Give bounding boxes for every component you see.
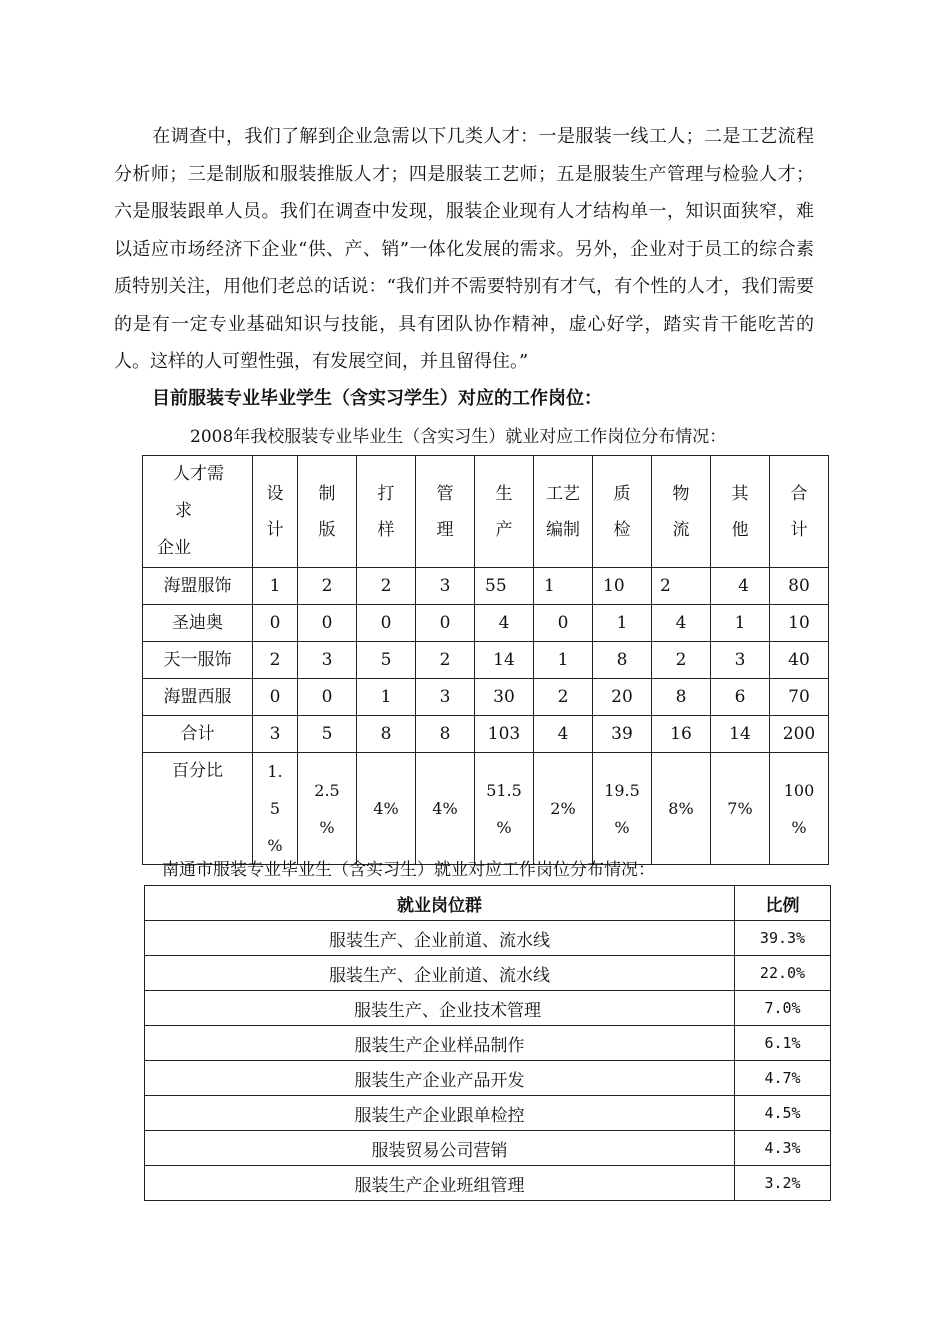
cell: 1 — [711, 605, 770, 642]
company-name: 天一服饰 — [143, 642, 253, 679]
cell: 2% — [534, 753, 593, 865]
cell: 200 — [770, 716, 829, 753]
school-employment-table — [142, 455, 829, 865]
cell: 103 — [475, 716, 534, 753]
cell: 2 — [298, 568, 357, 605]
cell: 8 — [416, 716, 475, 753]
cell: 2 — [416, 642, 475, 679]
cell: 7% — [711, 753, 770, 865]
cell: 1 — [253, 568, 298, 605]
table-row — [145, 921, 831, 956]
table2-caption: 南通市服装专业毕业生（含实习生）就业对应工作岗位分布情况： — [162, 860, 655, 880]
cell: 3 — [298, 642, 357, 679]
cell: 3 — [416, 679, 475, 716]
cell: 14 — [475, 642, 534, 679]
cell: 0 — [253, 605, 298, 642]
cell: 5 — [357, 642, 416, 679]
corner-label-demand-2: 求 — [175, 501, 192, 521]
position-cell: 服装生产企业样品制作 — [145, 1026, 735, 1061]
cell: 14 — [711, 716, 770, 753]
intro-paragraph: 在调查中，我们了解到企业急需以下几类人才：一是服装一线工人；二是工艺流程分析师；三是制版和服装推版人才；四是服装工艺师；五是服装生产管理与检验人才；六是服装跟单人员。我们在调查中发现，服装企业现有人才结构单一，知识面狭窄，难以适应市场经济下企业“供、产、销”一体化发展的需求。另外，企业对于员工的综合素质特别关注，用他们老总的话说：“我们并不需要特别有才气，有个性的人才，我们需要的是有一定专业基础知识与技能，具有团队协作精神，虚心好学，踏实肯干能吃苦的人。这样的人可塑性强，有发展空间，并且留得住。” — [114, 126, 814, 372]
ratio-cell: 3.2% — [735, 1166, 831, 1201]
table-row — [145, 991, 831, 1026]
city-employment-table — [144, 885, 831, 1201]
table-row — [143, 568, 829, 605]
cell: 40 — [770, 642, 829, 679]
header-qc: 质 检 — [593, 456, 652, 568]
table-row — [143, 679, 829, 716]
cell: 16 — [652, 716, 711, 753]
cell: 3 — [416, 568, 475, 605]
section-heading: 目前服装专业毕业学生（含实习学生）对应的工作岗位： — [152, 388, 602, 409]
cell: 2 — [253, 642, 298, 679]
cell: 2 — [357, 568, 416, 605]
cell: 0 — [534, 605, 593, 642]
cell: 1 — [534, 642, 593, 679]
cell: 10 — [593, 568, 652, 605]
company-name: 海盟服饰 — [143, 568, 253, 605]
corner-label-demand: 人才需 — [173, 464, 224, 484]
cell: 0 — [298, 605, 357, 642]
table-row — [145, 1061, 831, 1096]
cell: 5 — [298, 716, 357, 753]
cell: 4 — [711, 568, 770, 605]
cell: 8% — [652, 753, 711, 865]
cell: 2 — [652, 568, 711, 605]
cell: 0 — [416, 605, 475, 642]
cell: 4 — [652, 605, 711, 642]
ratio-cell: 4.7% — [735, 1061, 831, 1096]
header-production: 生 产 — [475, 456, 534, 568]
table-header-row — [143, 456, 829, 568]
position-cell: 服装生产企业班组管理 — [145, 1166, 735, 1201]
header-ratio: 比例 — [735, 886, 831, 921]
table1-caption: 2008年我校服装专业毕业生（含实习生）就业对应工作岗位分布情况： — [190, 427, 727, 447]
ratio-cell: 39.3% — [735, 921, 831, 956]
position-cell: 服装生产、企业前道、流水线 — [145, 956, 735, 991]
cell: 4% — [416, 753, 475, 865]
cell: 39 — [593, 716, 652, 753]
table-header-row — [145, 886, 831, 921]
header-process: 工艺 编制 — [534, 456, 593, 568]
cell: 19.5 % — [593, 753, 652, 865]
header-management: 管 理 — [416, 456, 475, 568]
cell: 0 — [253, 679, 298, 716]
ratio-cell: 7.0% — [735, 991, 831, 1026]
corner-label-company: 企业 — [157, 538, 191, 558]
percent-label: 百分比 — [143, 753, 253, 865]
table-row-percent — [143, 753, 829, 865]
ratio-cell: 22.0% — [735, 956, 831, 991]
header-total: 合 计 — [770, 456, 829, 568]
cell: 51.5 % — [475, 753, 534, 865]
position-cell: 服装生产企业跟单检控 — [145, 1096, 735, 1131]
header-logistics: 物 流 — [652, 456, 711, 568]
header-pattern: 制 版 — [298, 456, 357, 568]
cell: 100 % — [770, 753, 829, 865]
cell: 8 — [357, 716, 416, 753]
cell: 3 — [711, 642, 770, 679]
header-other: 其 他 — [711, 456, 770, 568]
cell: 4 — [534, 716, 593, 753]
table-row — [143, 642, 829, 679]
header-sample: 打 样 — [357, 456, 416, 568]
table-row — [145, 1166, 831, 1201]
cell: 55 — [475, 568, 534, 605]
ratio-cell: 6.1% — [735, 1026, 831, 1061]
cell: 4 — [475, 605, 534, 642]
company-name: 海盟西服 — [143, 679, 253, 716]
position-cell: 服装生产、企业技术管理 — [145, 991, 735, 1026]
cell: 1 — [593, 605, 652, 642]
cell: 2 — [652, 642, 711, 679]
cell: 70 — [770, 679, 829, 716]
corner-cell — [143, 456, 253, 568]
ratio-cell: 4.5% — [735, 1096, 831, 1131]
cell: 2 — [534, 679, 593, 716]
cell: 1 — [534, 568, 593, 605]
position-cell: 服装生产、企业前道、流水线 — [145, 921, 735, 956]
ratio-cell: 4.3% — [735, 1131, 831, 1166]
cell: 0 — [298, 679, 357, 716]
position-cell: 服装生产企业产品开发 — [145, 1061, 735, 1096]
cell: 10 — [770, 605, 829, 642]
cell: 30 — [475, 679, 534, 716]
cell: 20 — [593, 679, 652, 716]
company-name: 合计 — [143, 716, 253, 753]
header-position: 就业岗位群 — [145, 886, 735, 921]
table-row — [145, 1026, 831, 1061]
company-name: 圣迪奥 — [143, 605, 253, 642]
cell: 0 — [357, 605, 416, 642]
cell: 2.5 % — [298, 753, 357, 865]
table-row-total — [143, 716, 829, 753]
cell: 4% — [357, 753, 416, 865]
table-row — [143, 605, 829, 642]
header-design: 设 计 — [253, 456, 298, 568]
cell: 1. 5 % — [253, 753, 298, 865]
cell: 6 — [711, 679, 770, 716]
cell: 3 — [253, 716, 298, 753]
table-row — [145, 1096, 831, 1131]
cell: 1 — [357, 679, 416, 716]
table-row — [145, 1131, 831, 1166]
cell: 8 — [593, 642, 652, 679]
cell: 8 — [652, 679, 711, 716]
cell: 80 — [770, 568, 829, 605]
table-row — [145, 956, 831, 991]
position-cell: 服装贸易公司营销 — [145, 1131, 735, 1166]
